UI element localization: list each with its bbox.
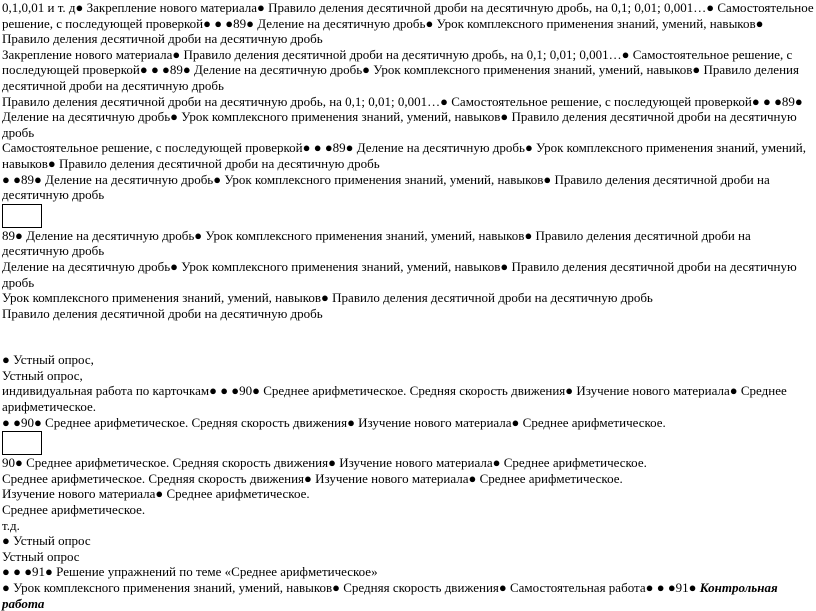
text-line-4: Самостоятельное решение, с последующей проверкой● ● ●89● Деление на десятичную дробь● Урок комплексного применения знаний, умений, навыков● Правило деления десятичной дроби на десятичную дробь [2,140,806,171]
text-line-21: ● ● ●91● Решение упражнений по теме «Среднее арифметическое» [2,564,378,580]
text-line-11: Устный опрос, [2,367,83,383]
text-line-20: Устный опрос [2,548,80,564]
text-line-13: ● ●90● Среднее арифметическое. Средняя скорость движения● Изучение нового материала● Среднее арифметическое. [2,414,666,430]
text-line-8: Урок комплексного применения знаний, умений, навыков● Правило деления десятичной дроби на десятичную дробь [2,290,653,306]
text-line-1: 0,1,0,01 и т. д● Закрепление нового материала● Правило деления десятичной дроби на десятичную дробь, на 0,1; 0,01; 0,001…● Самостоятельное решение, с последующей проверкой● ● ●89● Деление на десятичную дробь● Урок комплексного применения знаний, умений, навыков● Правило деления десятичной дроби на десятичную дробь [2,0,814,47]
text-line-9: Правило деления десятичной дроби на десятичную дробь [2,305,323,321]
text-line-15: Среднее арифметическое. Средняя скорость движения● Изучение нового материала● Среднее арифметическое. [2,470,623,486]
empty-cell-box-2 [2,431,42,455]
blank-gap [2,321,814,352]
text-line-10: ● Устный опрос, [2,352,94,368]
text-line-22 [2,580,814,611]
text-line-16: Изучение нового материала● Среднее арифметическое. [2,486,310,502]
text-line-2: Закрепление нового материала● Правило деления десятичной дроби на десятичную дробь, на 0,1; 0,01; 0,001…● Самостоятельное решение, с последующей проверкой● ● ●89● Деление на десятичную дробь● Урок комплексного применения знаний, умений, навыков● Правило деления десятичной дроби на десятичную дробь [2,46,799,93]
text-line-17: Среднее арифметическое. [2,502,146,518]
text-line-22-body: ● Урок комплексного применения знаний, умений, навыков● Средняя скорость движения● Самостоятельная работа● ● ●91● [2,580,700,595]
control-work-emphasis: Контрольная работа [2,580,778,611]
text-line-14: 90● Среднее арифметическое. Средняя скорость движения● Изучение нового материала● Среднее арифметическое. [2,455,647,471]
empty-cell-box [2,204,42,228]
text-line-19: ● Устный опрос [2,533,91,549]
text-line-12: индивидуальная работа по карточкам● ● ●90● Среднее арифметическое. Средняя скорость движения● Изучение нового материала● Среднее арифметическое. [2,383,787,415]
text-line-7: Деление на десятичную дробь● Урок комплексного применения знаний, умений, навыков● Правило деления десятичной дроби на десятичную дробь [2,258,797,290]
text-line-5: ● ●89● Деление на десятичную дробь● Урок комплексного применения знаний, умений, навыков● Правило деления десятичной дроби на десятичную дробь [2,171,770,203]
text-line-6: 89● Деление на десятичную дробь● Урок комплексного применения знаний, умений, навыков● Правило деления десятичной дроби на десятичную дробь [2,227,751,259]
text-line-3: Правило деления десятичной дроби на десятичную дробь, на 0,1; 0,01; 0,001…● Самостоятельное решение, с последующей проверкой● ● ●89● Деление на десятичную дробь● Урок комплексного применения знаний, умений, навыков● Правило деления десятичной дроби на десятичную дробь [2,93,803,140]
text-line-18: т.д. [2,517,20,533]
